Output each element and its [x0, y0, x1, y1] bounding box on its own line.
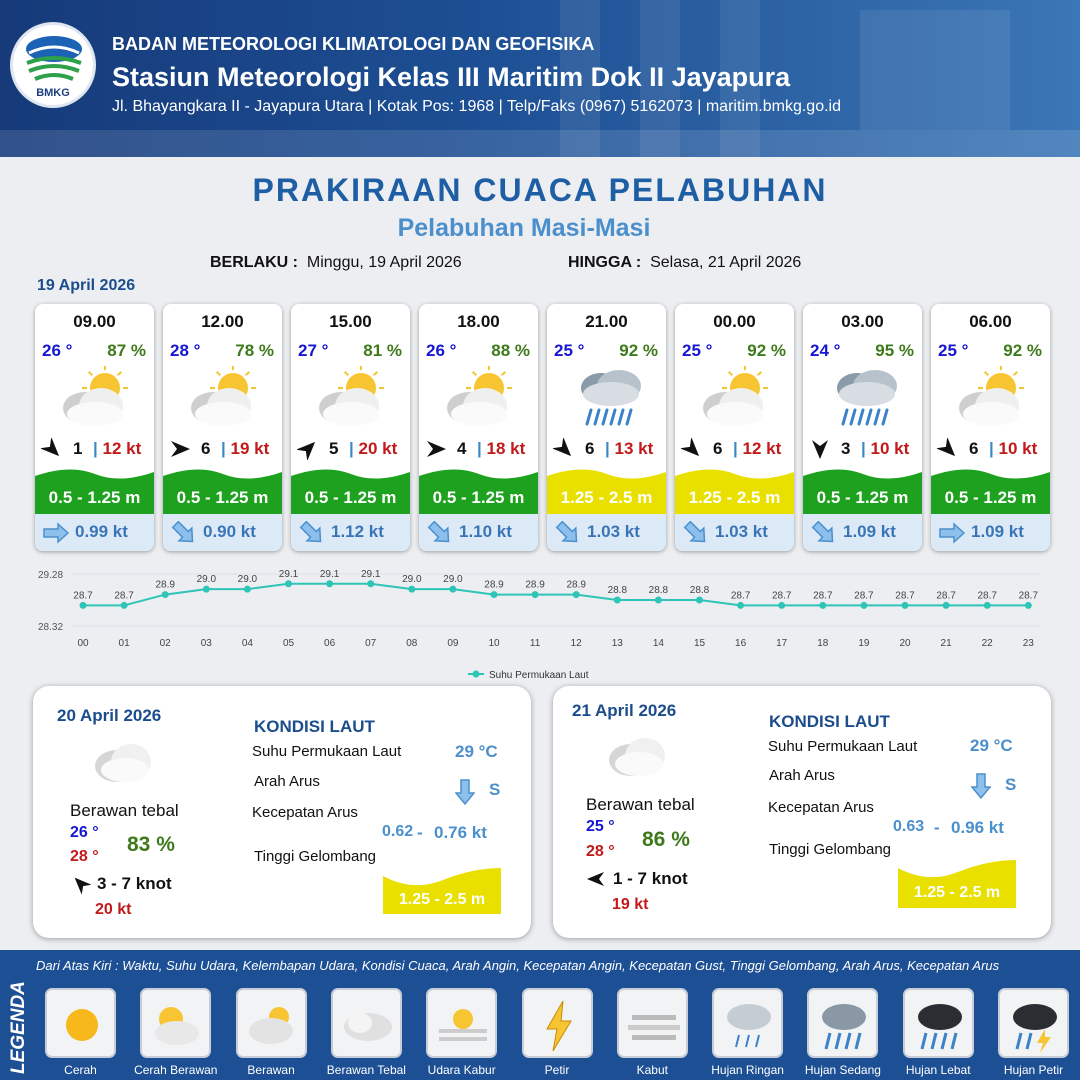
wave-label: Tinggi Gelombang: [254, 848, 377, 865]
air-temp: 25 °: [938, 341, 969, 360]
humidity: 81 %: [363, 341, 402, 360]
x-tick-label: 01: [118, 638, 130, 649]
legend-item-label: Petir: [544, 1063, 570, 1077]
air-temp: 25 °: [682, 341, 713, 360]
data-label: 28.8: [607, 585, 628, 596]
forecast-time: 06.00: [969, 312, 1012, 331]
wind-direction-icon: [71, 874, 91, 894]
air-temp: 28 °: [170, 341, 201, 360]
data-point: [244, 586, 251, 593]
sst-chart: [0, 562, 1080, 684]
svg-text:LEGENDA: LEGENDA: [8, 981, 29, 1074]
x-tick-label: 02: [159, 638, 171, 649]
data-label: 28.7: [73, 590, 93, 602]
data-label: 29.0: [237, 574, 258, 586]
data-point: [614, 597, 621, 604]
speed-min: 0.63: [893, 818, 925, 835]
humidity: 95 %: [875, 341, 914, 360]
x-tick-label: 04: [241, 638, 253, 649]
wind-speed: 6: [585, 439, 595, 458]
data-point: [737, 602, 744, 609]
heavy-rain-icon: [903, 988, 974, 1058]
legend-label: Suhu Permukaan Laut: [489, 670, 589, 681]
speed-max: 0.76 kt: [434, 823, 487, 842]
x-tick-label: 11: [529, 638, 541, 649]
legend-item-label: Berawan: [247, 1063, 295, 1077]
wind-speed: 6: [201, 439, 211, 458]
kondisi-title: KONDISI LAUT: [254, 717, 375, 736]
air-temp: 27 °: [298, 341, 329, 360]
data-point: [655, 597, 662, 604]
wind-speed: 4: [457, 439, 467, 458]
header-banner: [0, 0, 1080, 157]
data-label: 29.1: [278, 568, 299, 580]
legend-item-label: Udara Kabur: [427, 1063, 496, 1077]
x-tick-label: 23: [1022, 638, 1034, 649]
data-label: 28.9: [525, 579, 545, 591]
legend-item-label: Hujan Petir: [1003, 1063, 1064, 1077]
cloud-icon: [605, 732, 671, 780]
x-tick-label: 07: [365, 638, 377, 649]
wave-height: 0.5 - 1.25 m: [432, 488, 525, 507]
data-label: 29.0: [443, 574, 463, 586]
sst-label: Suhu Permukaan Laut: [768, 738, 918, 755]
light-rain-icon: [712, 988, 783, 1058]
page-title: PRAKIRAAN CUACA PELABUHAN: [252, 172, 828, 208]
arus-label: Arah Arus: [254, 773, 320, 790]
x-tick-label: 15: [693, 638, 706, 649]
current-arrow-icon: [169, 521, 199, 550]
data-label: 28.9: [155, 579, 175, 591]
data-point: [80, 602, 87, 609]
humidity: 86 %: [642, 828, 690, 851]
forecast-card: [675, 304, 794, 551]
x-tick-label: 10: [488, 638, 500, 649]
wind-range: 3 - 7 knot: [97, 874, 172, 893]
sst-label: Suhu Permukaan Laut: [252, 743, 402, 760]
legend-item-label: Berawan Tebal: [326, 1063, 406, 1077]
forecast-time: 00.00: [713, 312, 756, 331]
wind-speed: 6: [969, 439, 979, 458]
current-arrow-icon: [425, 521, 455, 550]
data-point: [121, 602, 128, 609]
partly-cloudy-icon: [439, 366, 519, 439]
org-name: BADAN METEOROLOGI KLIMATOLOGI DAN GEOFISIKA: [112, 34, 595, 54]
forecast-card: [291, 304, 410, 551]
speed-label: Kecepatan Arus: [768, 799, 874, 816]
current-speed: 1.09 kt: [843, 522, 896, 541]
speed-separator: -: [934, 818, 940, 837]
legend-title: [4, 962, 30, 1077]
current-arrow-icon: [41, 521, 71, 550]
x-tick-label: 12: [570, 638, 582, 649]
air-temp: 25 °: [554, 341, 585, 360]
valid-from: BERLAKU : Minggu, 19 April 2026: [210, 254, 462, 271]
series-line: [83, 584, 1028, 606]
x-tick-label: 20: [899, 638, 911, 649]
x-tick-label: 00: [77, 638, 89, 649]
data-label: 28.7: [895, 590, 915, 602]
condition-text: Berawan tebal: [70, 801, 179, 820]
data-label: 28.8: [648, 585, 669, 596]
temp-max: 28 °: [586, 843, 615, 860]
wind-direction-icon: [169, 438, 189, 460]
station-address: Jl. Bhayangkara II - Jayapura Utara | Kotak Pos: 1968 | Telp/Faks (0967) 5162073 | maritim.bmkg.go.id: [112, 98, 841, 115]
wave-label: Tinggi Gelombang: [769, 841, 892, 858]
gust-speed: | 13 kt: [605, 439, 654, 458]
sst-value: 29 °C: [970, 736, 1013, 755]
speed-min: 0.62: [382, 823, 414, 840]
humidity: 87 %: [107, 341, 146, 360]
data-point: [819, 602, 826, 609]
arus-direction: S: [489, 780, 501, 799]
current-arrow-icon: [681, 521, 711, 550]
partly-cloudy-icon: [311, 366, 391, 439]
data-point: [532, 591, 539, 598]
legend-item-label: Cerah: [64, 1063, 97, 1077]
panel-date: 20 April 2026: [57, 706, 162, 725]
data-label: 28.7: [854, 590, 874, 602]
data-label: 28.7: [936, 590, 956, 602]
air-temp: 24 °: [810, 341, 841, 360]
partly-cloudy-icon: [695, 366, 775, 439]
wave-height: 0.5 - 1.25 m: [944, 488, 1037, 507]
humidity: 83 %: [127, 833, 175, 856]
forecast-card: [163, 304, 282, 551]
forecast-card: [931, 304, 1050, 551]
panel-date: 21 April 2026: [572, 701, 677, 720]
current-speed: 1.10 kt: [459, 522, 512, 541]
current-arrow-icon: [937, 521, 967, 550]
partly-cloudy-icon: [55, 366, 135, 439]
data-label: 29.0: [196, 574, 217, 586]
data-point: [367, 580, 374, 587]
wave-value: 1.25 - 2.5 m: [398, 891, 486, 908]
wind-speed: 3: [841, 439, 851, 458]
wind-direction-icon: [553, 438, 573, 460]
forecast-card: [547, 304, 666, 551]
data-label: 29.0: [402, 574, 422, 586]
current-arrow-icon: [809, 521, 839, 550]
rain-icon: [567, 366, 647, 439]
air-temp: 26 °: [42, 341, 73, 360]
wind-speed: 5: [329, 439, 339, 458]
data-label: 29.1: [319, 568, 340, 580]
gust-speed: | 18 kt: [477, 439, 526, 458]
temp-max: 28 °: [70, 848, 99, 865]
forecast-time: 18.00: [457, 312, 500, 331]
data-label: 28.8: [689, 585, 710, 596]
data-label: 28.7: [977, 590, 997, 602]
data-point: [326, 580, 333, 587]
legend-item-label: Hujan Lebat: [905, 1063, 971, 1077]
cloud-icon: [91, 738, 157, 786]
day-panel-20: [33, 686, 531, 938]
data-label: 28.7: [730, 590, 751, 602]
data-point: [984, 602, 991, 609]
forecast-card: [419, 304, 538, 551]
temp-min: 25 °: [586, 818, 615, 835]
x-tick-label: 21: [940, 638, 952, 649]
wind-direction-icon: [937, 438, 957, 460]
logo-text: BMKG: [36, 87, 70, 99]
legend-description: Dari Atas Kiri : Waktu, Suhu Udara, Kelembapan Udara, Kondisi Cuaca, Arah Angin, Kecepatan Angin, Kecepatan Gust, Tinggi Gelombang, Arah Arus, Kecepatan Arus: [36, 958, 1000, 973]
day-panel-21: [553, 686, 1051, 938]
gust-speed: | 12 kt: [93, 439, 142, 458]
temp-min: 26 °: [70, 824, 99, 841]
current-speed: 1.12 kt: [331, 522, 384, 541]
wave-height: 1.25 - 2.5 m: [560, 488, 653, 507]
data-point: [860, 602, 867, 609]
x-tick-label: 08: [406, 638, 418, 649]
sst-value: 29 °C: [455, 742, 498, 761]
y-tick-label: 28.32: [38, 622, 64, 633]
sunny-icon: [45, 988, 116, 1058]
gust-speed: | 12 kt: [733, 439, 782, 458]
partly-cloudy-icon: [951, 366, 1031, 439]
x-tick-label: 19: [858, 638, 870, 649]
wind-speed: 1: [73, 439, 83, 458]
day1-date: 19 April 2026: [37, 277, 136, 294]
kondisi-title: KONDISI LAUT: [769, 712, 890, 731]
forecast-time: 03.00: [841, 312, 884, 331]
speed-separator: -: [417, 823, 423, 842]
port-name: Pelabuhan Masi-Masi: [397, 214, 651, 242]
bmkg-logo: [10, 22, 96, 108]
data-label: 28.7: [1018, 590, 1039, 602]
data-point: [203, 586, 210, 593]
wave-height: 1.25 - 2.5 m: [688, 488, 781, 507]
condition-text: Berawan tebal: [586, 795, 695, 814]
x-tick-label: 14: [652, 638, 664, 649]
data-point: [573, 591, 580, 598]
forecast-time: 21.00: [585, 312, 628, 331]
forecast-card: [803, 304, 922, 551]
data-point: [162, 591, 169, 598]
arus-direction: S: [1005, 775, 1017, 794]
data-point: [1025, 602, 1032, 609]
current-arrow-icon: [553, 521, 583, 550]
humidity: 92 %: [747, 341, 786, 360]
legend-item-label: Hujan Sedang: [804, 1063, 881, 1077]
data-point: [408, 586, 415, 593]
forecast-card: [35, 304, 154, 551]
current-speed: 1.03 kt: [587, 522, 640, 541]
legend-item-label: Cerah Berawan: [134, 1063, 218, 1077]
data-label: 28.9: [484, 579, 504, 591]
data-point: [902, 602, 909, 609]
wind-range: 1 - 7 knot: [613, 869, 688, 888]
gust-speed: | 10 kt: [989, 439, 1038, 458]
gust-speed: | 20 kt: [349, 439, 398, 458]
wind-direction-icon: [297, 438, 317, 460]
data-point: [449, 586, 456, 593]
wind-direction-icon: [586, 869, 606, 889]
data-label: 29.1: [360, 568, 381, 580]
wind-speed: 6: [713, 439, 723, 458]
wind-direction-icon: [681, 438, 701, 460]
wave-value: 1.25 - 2.5 m: [913, 884, 1001, 901]
haze-icon: [426, 988, 497, 1058]
fog-icon: [617, 988, 688, 1058]
x-tick-label: 13: [611, 638, 623, 649]
moderate-rain-icon: [807, 988, 878, 1058]
x-tick-label: 03: [200, 638, 212, 649]
data-point: [943, 602, 950, 609]
wave-height: 0.5 - 1.25 m: [304, 488, 397, 507]
current-arrow-icon: [297, 521, 327, 550]
x-tick-label: 09: [447, 638, 459, 649]
humidity: 78 %: [235, 341, 274, 360]
wave-height: 0.5 - 1.25 m: [176, 488, 269, 507]
gust-speed: | 10 kt: [861, 439, 910, 458]
data-label: 28.7: [813, 590, 833, 602]
current-arrow-icon: [971, 772, 991, 800]
wave-height: 0.5 - 1.25 m: [816, 488, 909, 507]
x-tick-label: 06: [324, 638, 336, 649]
rain-icon: [823, 366, 903, 439]
legend-item-label: Kabut: [636, 1063, 668, 1077]
wave-height: 0.5 - 1.25 m: [48, 488, 141, 507]
overcast-icon: [331, 988, 402, 1058]
partly-sunny-icon: [140, 988, 211, 1058]
current-speed: 0.90 kt: [203, 522, 256, 541]
forecast-time: 12.00: [201, 312, 244, 331]
speed-label: Kecepatan Arus: [252, 804, 358, 821]
data-label: 28.7: [114, 590, 134, 602]
air-temp: 26 °: [426, 341, 457, 360]
y-tick-label: 29.28: [38, 570, 64, 581]
thunder-icon: [522, 988, 593, 1058]
x-tick-label: 05: [282, 638, 295, 649]
gust: 20 kt: [95, 901, 132, 918]
data-point: [696, 597, 703, 604]
wind-direction-icon: [425, 438, 445, 460]
humidity: 92 %: [619, 341, 658, 360]
x-tick-label: 22: [981, 638, 993, 649]
humidity: 88 %: [491, 341, 530, 360]
valid-to: HINGGA : Selasa, 21 April 2026: [568, 254, 802, 271]
cloudy-icon: [236, 988, 307, 1058]
wind-direction-icon: [809, 438, 829, 460]
arus-label: Arah Arus: [769, 767, 835, 784]
data-point: [285, 580, 292, 587]
current-arrow-icon: [455, 778, 475, 806]
thunderstorm-icon: [998, 988, 1069, 1058]
gust: 19 kt: [612, 896, 649, 913]
x-tick-label: 16: [735, 638, 747, 649]
wind-direction-icon: [41, 438, 61, 460]
current-speed: 0.99 kt: [75, 522, 128, 541]
speed-max: 0.96 kt: [951, 818, 1004, 837]
station-name: Stasiun Meteorologi Kelas III Maritim Dok II Jayapura: [112, 62, 791, 92]
current-speed: 1.03 kt: [715, 522, 768, 541]
x-tick-label: 17: [776, 638, 788, 649]
gust-speed: | 19 kt: [221, 439, 270, 458]
humidity: 92 %: [1003, 341, 1042, 360]
data-label: 28.9: [566, 579, 586, 591]
forecast-time: 15.00: [329, 312, 372, 331]
data-label: 28.7: [771, 590, 792, 602]
current-speed: 1.09 kt: [971, 522, 1024, 541]
legend-item-label: Hujan Ringan: [711, 1063, 784, 1077]
forecast-time: 09.00: [73, 312, 116, 331]
x-tick-label: 18: [817, 638, 829, 649]
data-point: [491, 591, 498, 598]
partly-cloudy-icon: [183, 366, 263, 439]
data-point: [778, 602, 785, 609]
